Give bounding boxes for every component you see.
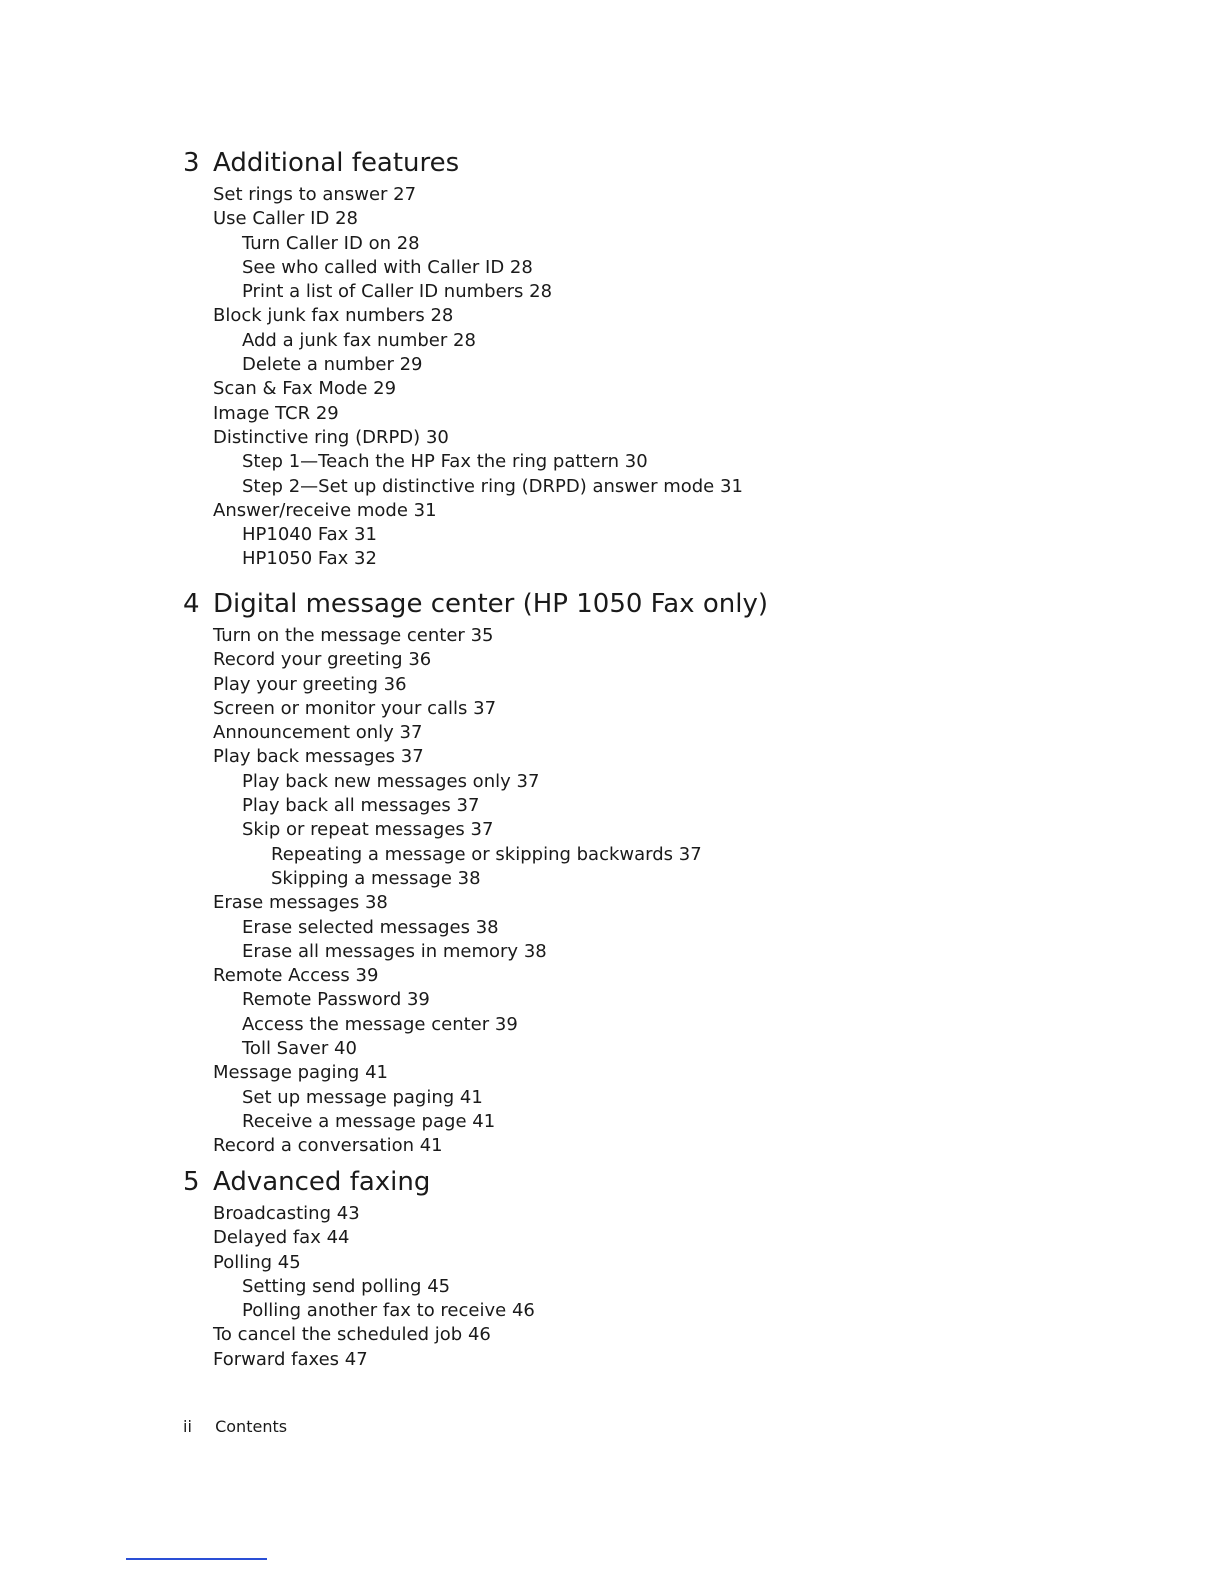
toc-entry <box>183 304 1143 328</box>
toc-entry-title: Play your greeting <box>213 673 378 695</box>
toc-entry <box>183 1086 1143 1110</box>
toc-entry-title: Set rings to answer <box>213 184 388 205</box>
chapter-title: Additional features <box>213 148 460 178</box>
toc-entry-title: Delete a number <box>242 354 394 376</box>
toc-entry-title: Delayed fax <box>213 1227 321 1249</box>
toc-entry-page-number: 28 <box>335 208 358 230</box>
toc-entry-page-number: 28 <box>509 256 533 278</box>
chapter-number: 3 <box>183 148 200 178</box>
toc-entry-page-number: 45 <box>427 1275 451 1297</box>
toc-entry <box>183 1110 1143 1134</box>
toc-entry-page-number: 32 <box>354 548 377 570</box>
toc-entry-page-number: 35 <box>470 625 494 646</box>
toc-entry <box>183 426 1143 450</box>
chapter-entries <box>183 624 1143 1159</box>
toc-entry-title: Skip or repeat messages <box>242 819 465 841</box>
toc-entry-page-number: 38 <box>364 892 388 914</box>
toc-entry <box>183 818 1143 842</box>
toc-entry-title: Step 1—Teach the HP Fax the ring pattern <box>242 451 620 473</box>
toc-entry-title: Record a conversation <box>213 1135 414 1157</box>
toc-entry-page-number: 37 <box>473 697 497 719</box>
toc-entry-title: Step 2—Set up distinctive ring (DRPD) answer mode <box>242 475 715 497</box>
toc-entry <box>183 1202 1143 1226</box>
toc-entry-page-number: 37 <box>678 843 702 865</box>
chapter-heading <box>183 1162 1143 1202</box>
toc-entry <box>183 402 1143 426</box>
toc-entry <box>183 547 1143 571</box>
toc-entry-title: Turn on the message center <box>213 625 465 646</box>
toc-entry <box>183 1226 1143 1250</box>
toc-entry-title: Remote Access <box>213 965 350 987</box>
toc-entry <box>183 794 1143 818</box>
toc-entry <box>183 867 1143 891</box>
chapter-title: Digital message center (HP 1050 Fax only) <box>213 589 768 619</box>
page-footer <box>183 1416 287 1438</box>
chapter-heading <box>183 584 1143 624</box>
toc-entry-page-number: 28 <box>453 329 476 351</box>
toc-entry-page-number: 46 <box>511 1300 535 1322</box>
toc-entry-page-number: 29 <box>373 378 397 400</box>
toc-entry <box>183 1275 1143 1299</box>
toc-entry-page-number: 30 <box>624 451 648 473</box>
toc-entry <box>183 721 1143 745</box>
toc-entry <box>183 1061 1143 1085</box>
toc-entry <box>183 450 1143 474</box>
toc-entry <box>183 1013 1143 1037</box>
toc-entry <box>183 1251 1143 1275</box>
toc-entry-title: Announcement only <box>213 722 394 744</box>
toc-entry-title: Record your greeting <box>213 649 403 671</box>
toc-entry <box>183 1299 1143 1323</box>
chapter-number: 4 <box>183 589 200 619</box>
toc-entry <box>183 183 1143 207</box>
toc-entry <box>183 891 1143 915</box>
toc-entry <box>183 1134 1143 1158</box>
toc-entry <box>183 280 1143 304</box>
toc-entry <box>183 377 1143 401</box>
toc-entry-page-number: 29 <box>399 354 423 376</box>
toc-entry-page-number: 37 <box>399 722 423 744</box>
toc-entry-page-number: 41 <box>419 1135 443 1157</box>
toc-entry-title: Access the message center <box>242 1013 490 1035</box>
toc-entry-title: Polling another fax to receive <box>242 1300 507 1322</box>
toc-entry <box>183 940 1143 964</box>
toc-entry <box>183 1348 1143 1372</box>
chapter-heading <box>183 143 1143 183</box>
toc-entry-page-number: 39 <box>355 965 379 987</box>
toc-entry-page-number: 30 <box>425 426 449 448</box>
toc-entry-title: Print a list of Caller ID numbers <box>242 281 524 303</box>
page-folio: ii <box>183 1417 192 1436</box>
toc-entry-page-number: 41 <box>472 1110 496 1132</box>
toc-entry-page-number: 36 <box>383 673 407 695</box>
toc-entry-page-number: 40 <box>334 1038 357 1060</box>
toc-entry <box>183 256 1143 280</box>
bottom-edge-rule <box>126 1558 267 1560</box>
toc-entry-page-number: 36 <box>408 649 432 671</box>
toc-entry-page-number: 31 <box>413 499 437 521</box>
toc-entry-page-number: 27 <box>393 184 417 205</box>
toc-entry-page-number: 41 <box>459 1086 483 1108</box>
toc-entry-page-number: 38 <box>457 867 481 889</box>
toc-entry <box>183 770 1143 794</box>
toc-entry-page-number: 31 <box>720 475 743 497</box>
toc-entry-title: HP1040 Fax <box>242 524 349 546</box>
toc-entry-page-number: 41 <box>365 1062 388 1084</box>
toc-entry-title: Remote Password <box>242 989 402 1011</box>
toc-entry-page-number: 37 <box>470 819 494 841</box>
toc-entry <box>183 988 1143 1012</box>
toc-entry-title: Set up message paging <box>242 1086 455 1108</box>
chapter-3-section <box>183 143 1143 572</box>
toc-entry-title: Block junk fax numbers <box>213 305 425 327</box>
toc-entry-page-number: 39 <box>494 1013 518 1035</box>
running-footer-label: Contents <box>215 1417 288 1436</box>
toc-entry-page-number: 43 <box>336 1203 360 1224</box>
toc-entry <box>183 1323 1143 1347</box>
toc-entry-page-number: 37 <box>400 746 424 768</box>
toc-entry-title: Message paging <box>213 1062 360 1084</box>
toc-entry-title: Play back all messages <box>242 795 451 817</box>
toc-entry-page-number: 28 <box>430 305 454 327</box>
toc-entry <box>183 916 1143 940</box>
toc-entry <box>183 1037 1143 1061</box>
toc-entry-title: To cancel the scheduled job <box>213 1324 463 1346</box>
toc-entry-title: Forward faxes <box>213 1348 340 1370</box>
toc-entry-title: Skipping a message <box>271 867 452 889</box>
toc-entry-page-number: 37 <box>516 770 540 792</box>
toc-entry-page-number: 28 <box>529 281 553 303</box>
chapter-number: 5 <box>183 1167 200 1197</box>
chapter-5-section <box>183 1162 1143 1372</box>
toc-entry-title: Setting send polling <box>242 1275 422 1297</box>
toc-entry-page-number: 44 <box>326 1227 350 1249</box>
toc-entry-title: See who called with Caller ID <box>242 256 505 278</box>
toc-entry-title: Scan & Fax Mode <box>213 378 368 400</box>
toc-entry-title: Add a junk fax number <box>242 329 448 351</box>
chapter-entries <box>183 1202 1143 1372</box>
toc-entry-title: Receive a message page <box>242 1110 467 1132</box>
toc-entry-title: Toll Saver <box>242 1038 329 1060</box>
toc-entry <box>183 697 1143 721</box>
toc-entry-page-number: 39 <box>406 989 430 1011</box>
toc-entry-title: Erase selected messages <box>242 916 470 938</box>
toc-entry-title: Play back new messages only <box>242 770 511 792</box>
toc-entry <box>183 673 1143 697</box>
toc-entry <box>183 207 1143 231</box>
toc-entry <box>183 624 1143 648</box>
toc-entry-page-number: 38 <box>523 940 547 962</box>
toc-entry <box>183 329 1143 353</box>
toc-entry-page-number: 28 <box>396 232 420 254</box>
toc-entry <box>183 475 1143 499</box>
toc-entry-title: Polling <box>213 1251 273 1273</box>
toc-entry <box>183 232 1143 256</box>
toc-entry-title: Distinctive ring (DRPD) <box>213 426 421 448</box>
toc-entry-title: Repeating a message or skipping backwards <box>271 843 674 865</box>
toc-entry-title: Image TCR <box>213 402 311 424</box>
toc-entry-title: Screen or monitor your calls <box>213 697 468 719</box>
toc-entry <box>183 964 1143 988</box>
toc-entry-page-number: 45 <box>277 1251 301 1273</box>
toc-entry-title: HP1050 Fax <box>242 548 349 570</box>
toc-entry-title: Use Caller ID <box>213 208 330 230</box>
toc-entry-title: Turn Caller ID on <box>242 232 391 254</box>
chapter-title: Advanced faxing <box>213 1167 431 1197</box>
toc-entry-page-number: 38 <box>475 916 499 938</box>
toc-entry <box>183 843 1143 867</box>
toc-entry <box>183 523 1143 547</box>
toc-entry-page-number: 46 <box>467 1324 491 1346</box>
toc-entry-title: Erase all messages in memory <box>242 940 519 962</box>
toc-entry <box>183 745 1143 769</box>
toc-entry <box>183 499 1143 523</box>
toc-entry-title: Play back messages <box>213 746 396 768</box>
toc-entry-page-number: 37 <box>456 795 480 817</box>
chapter-4-section <box>183 584 1143 1159</box>
toc-entry <box>183 353 1143 377</box>
toc-entry-title: Erase messages <box>213 892 360 914</box>
toc-entry-page-number: 47 <box>344 1348 368 1370</box>
toc-entry-title: Broadcasting <box>213 1203 332 1224</box>
toc-entry-page-number: 31 <box>354 524 377 546</box>
toc-entry-title: Answer/receive mode <box>213 499 408 521</box>
chapter-entries <box>183 183 1143 572</box>
toc-entry <box>183 648 1143 672</box>
toc-entry-page-number: 29 <box>315 402 339 424</box>
